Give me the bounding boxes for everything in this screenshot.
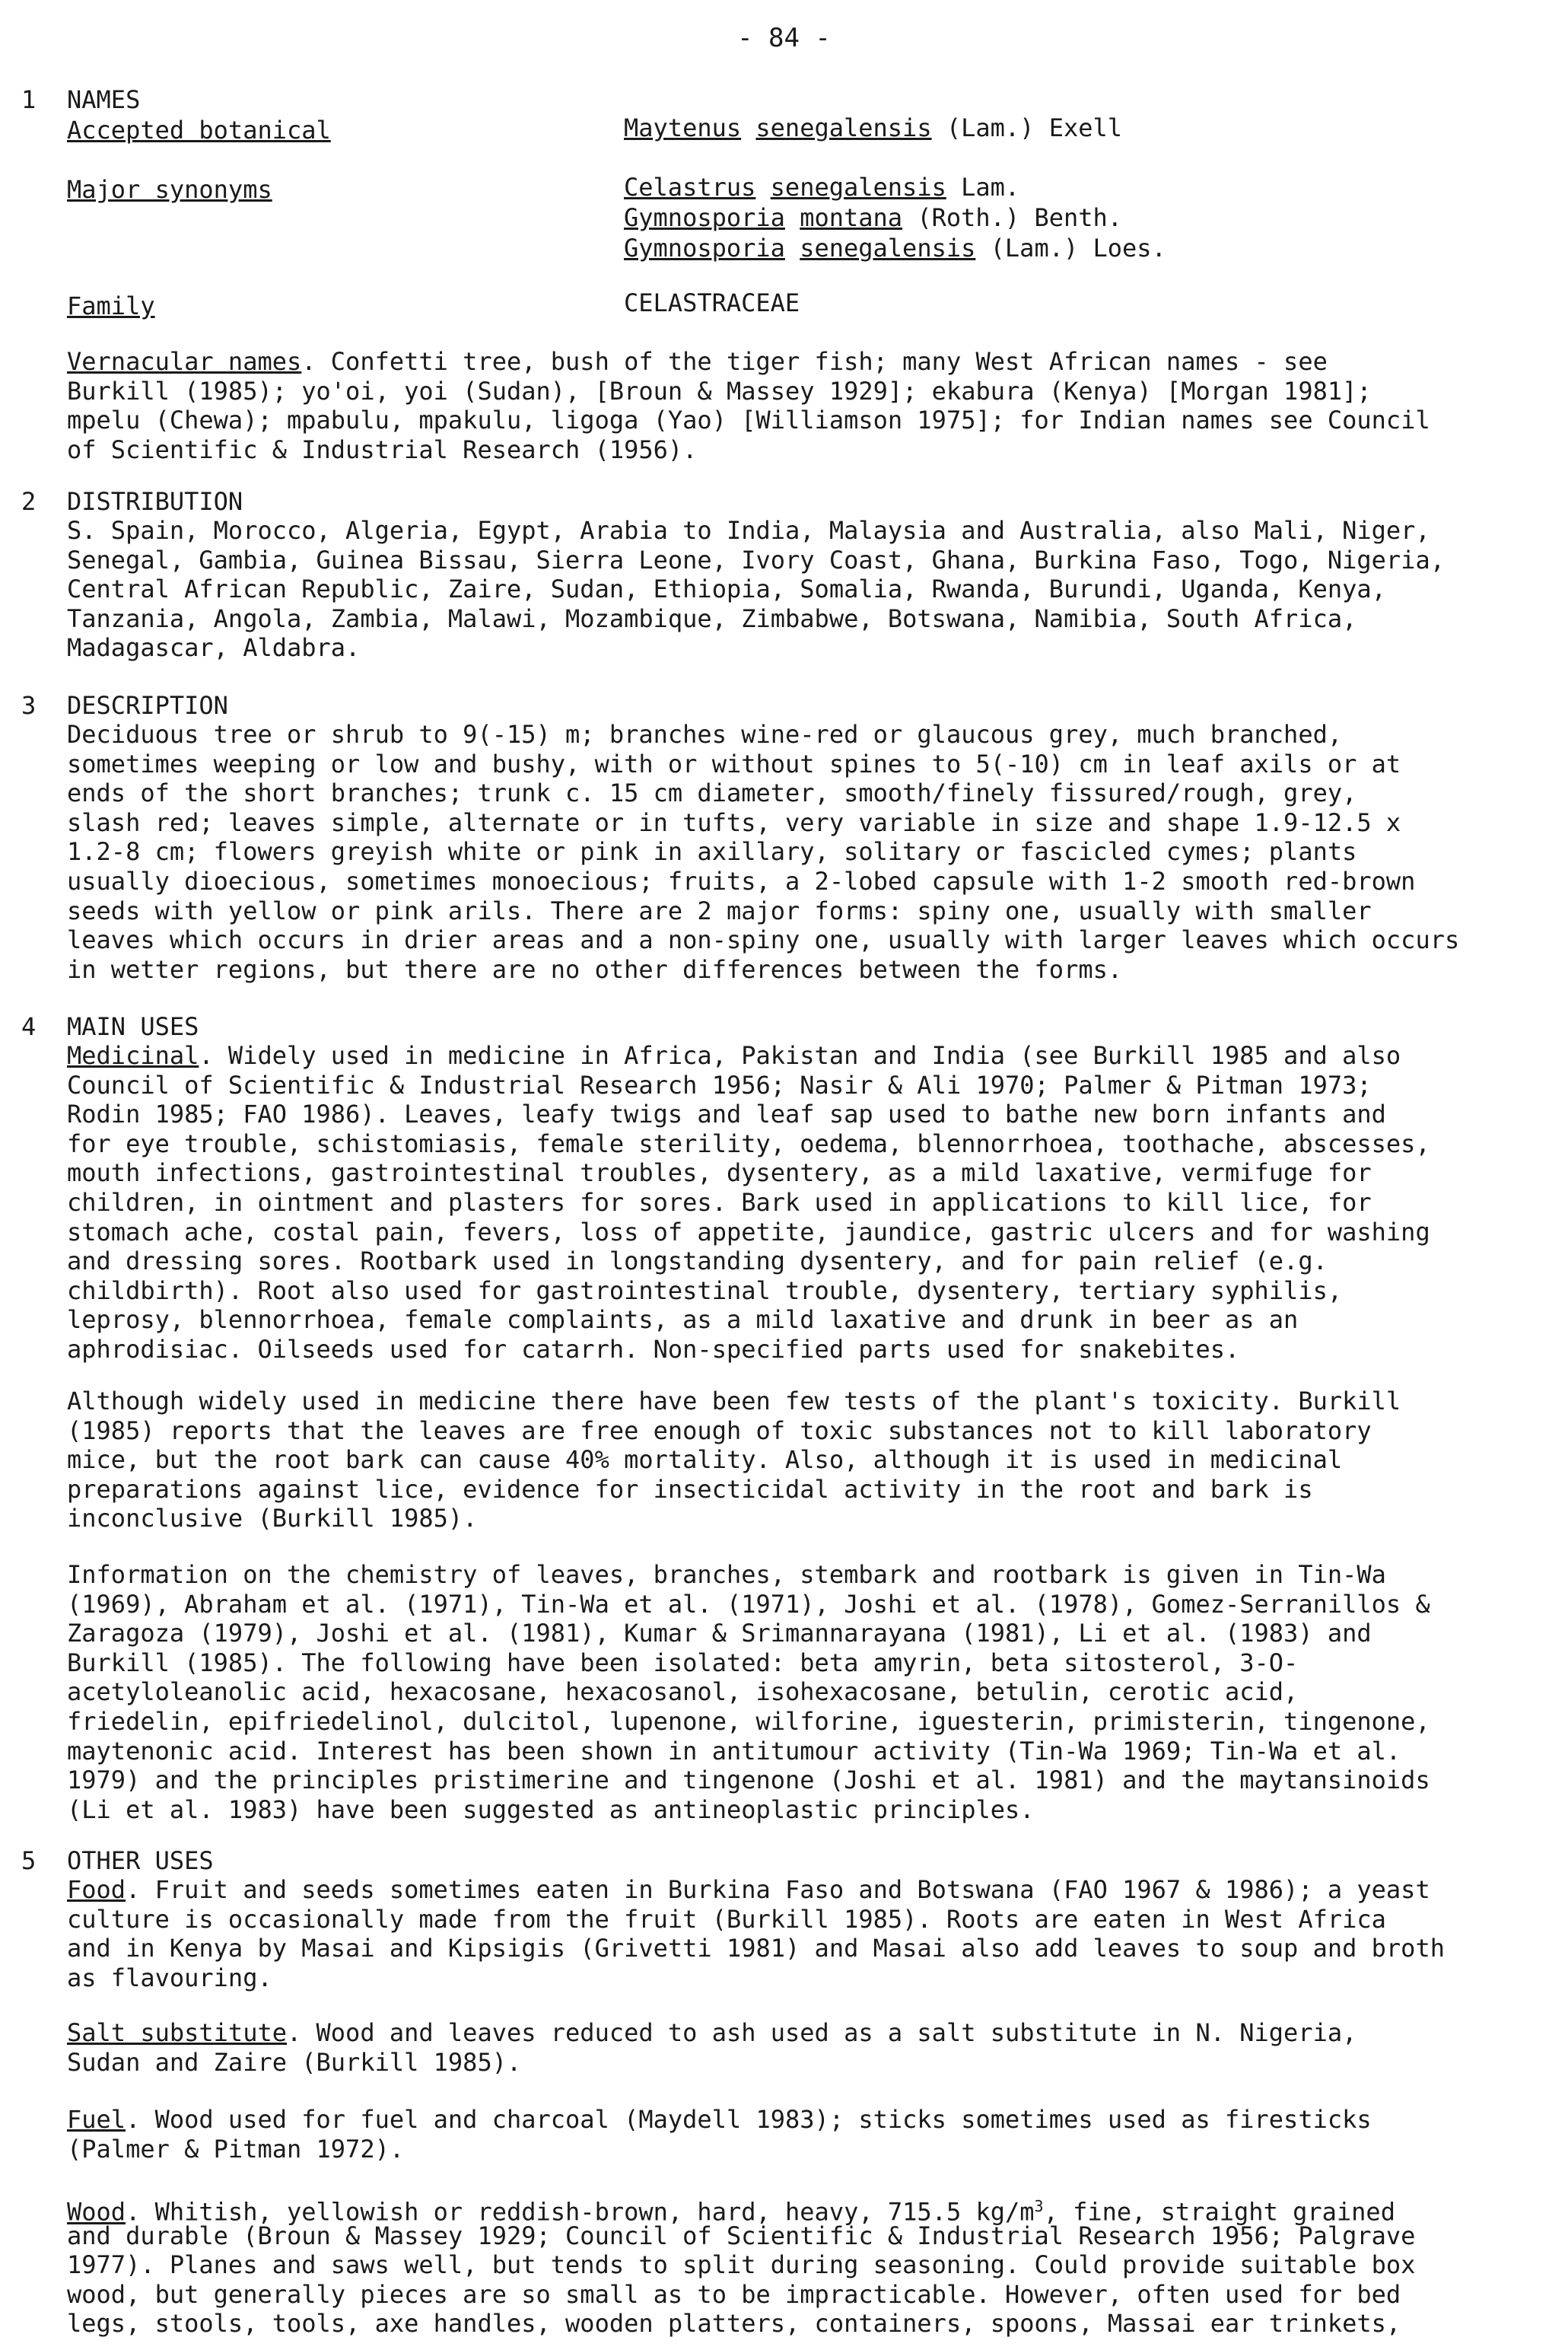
vernacular-names-label: Vernacular names: [67, 347, 302, 376]
section-2-heading: DISTRIBUTION: [67, 487, 243, 516]
section-5-number: 5: [21, 1846, 37, 1875]
major-synonyms-label: Major synonyms: [67, 175, 272, 204]
section-5-heading: OTHER USES: [67, 1846, 214, 1875]
section-2-number: 2: [21, 487, 37, 516]
wood-paragraph: Wood. Whitish, yellowish or reddish-brown, hard, heavy, 715.5 $kg/m^3$, fine, straight grained and durable (Broun & Massey 1929; Council of Scientific & Industrial Research 1956; Palgrave 1977). Planes and saws well, but tends to split during seasoning. Could provide suitable box wood, but generally pieces are so small as to be impracticable. However, often used for bed legs, stools, tools, axe handles, wooden platters, containers, spoons, Massai ear trinkets,: [67, 2197, 1416, 2339]
synonym-2: Gymnosporia montana (Roth.) Benth.: [624, 203, 1123, 232]
vernacular-names-paragraph: Vernacular names. Confetti tree, bush of the tiger fish; many West African names - see Burkill (1985); yo'oi, yoi (Sudan), [Broun & Massey 1929]; ekabura (Kenya) [Morgan 1981]; mpelu (Chewa); mpabulu, mpakulu, ligoga (Yao) [Williamson 1975]; for Indian names see Council of Scientific & Industrial Research (1956).: [67, 347, 1430, 464]
accepted-genus: Maytenus: [624, 113, 742, 142]
page-number: - 84 -: [737, 23, 831, 53]
medicinal-label: Medicinal: [67, 1041, 199, 1070]
description-paragraph: Deciduous tree or shrub to 9(-15) m; branches wine-red or glaucous grey, much branched, sometimes weeping or low and bushy, with or without spines to 5(-10) cm in leaf axils or at ends of the short branches; trunk c. 15 cm diameter, smooth/finely fissured/rough, grey, slash red; leaves simple, alternate or in tufts, very variable in size and shape 1.9-12.5 x 1.2-8 cm; flowers greyish white or pink in axillary, solitary or fascicled cymes; plants usually dioecious, sometimes monoecious; fruits, a 2-lobed capsule with 1-2 smooth red-brown seeds with yellow or pink arils. There are 2 major forms: spiny one, usually with smaller leaves which occurs in drier areas and a non-spiny one, usually with larger leaves which occurs in wetter regions, but there are no other differences between the forms.: [67, 720, 1460, 984]
toxicity-paragraph: Although widely used in medicine there have been few tests of the plant's toxicity. Burkill (1985) reports that the leaves are free enough of toxic substances not to kill laboratory mice, but the root bark can cause 40% mortality. Also, although it is used in medicinal preparations against lice, evidence for insecticidal activity in the root and bark is inconclusive (Burkill 1985).: [67, 1387, 1401, 1533]
salt-substitute-paragraph: Salt substitute. Wood and leaves reduced to ash used as a salt substitute in N. Nigeria, Sudan and Zaire (Burkill 1985).: [67, 2018, 1357, 2077]
accepted-botanical-label: Accepted botanical: [67, 116, 331, 145]
synonym-3: Gymnosporia senegalensis (Lam.) Loes.: [624, 234, 1166, 263]
section-4-heading: MAIN USES: [67, 1012, 199, 1041]
distribution-paragraph: S. Spain, Morocco, Algeria, Egypt, Arabia to India, Malaysia and Australia, also Mali, Niger, Senegal, Gambia, Guinea Bissau, Sierra Leone, Ivory Coast, Ghana, Burkina Faso, Togo, Nigeria, Central African Republic, Zaire, Sudan, Ethiopia, Somalia, Rwanda, Burundi, Uganda, Kenya, Tanzania, Angola, Zambia, Malawi, Mozambique, Zimbabwe, Botswana, Namibia, South Africa, Madagascar, Aldabra.: [67, 516, 1445, 663]
family-value: CELASTRACEAE: [624, 288, 800, 317]
section-1-heading: NAMES: [67, 85, 141, 114]
section-3-heading: DESCRIPTION: [67, 691, 228, 720]
chemistry-paragraph: Information on the chemistry of leaves, branches, stembark and rootbark is given in Tin-Wa (1969), Abraham et al. (1971), Tin-Wa et al. (1971), Joshi et al. (1978), Gomez-Serranillos & Zaragoza (1979), Joshi et al. (1981), Kumar & Srimannarayana (1981), Li et al. (1983) and Burkill (1985). The following have been isolated: beta amyrin, beta sitosterol, 3-O- acetyloleanolic acid, hexacosane, hexacosanol, isohexacosane, betulin, cerotic acid, friedelin, epifriedelinol, dulcitol, lupenone, wilforine, iguesterin, primisterin, tingenone, maytenonic acid. Interest has been shown in antitumour activity (Tin-Wa 1969; Tin-Wa et al. 1979) and the principles pristimerine and tingenone (Joshi et al. 1981) and the maytansinoids (Li et al. 1983) have been suggested as antineoplastic principles.: [67, 1560, 1430, 1824]
synonym-1: Celastrus senegalensis Lam.: [624, 173, 1020, 202]
family-label: Family: [67, 291, 155, 320]
section-4-number: 4: [21, 1012, 37, 1041]
medicinal-paragraph: Medicinal. Widely used in medicine in Africa, Pakistan and India (see Burkill 1985 and also Council of Scientific & Industrial Research 1956; Nasir & Ali 1970; Palmer & Pitman 1973; Rodin 1985; FAO 1986). Leaves, leafy twigs and leaf sap used to bathe new born infants and for eye trouble, schistomiasis, female sterility, oedema, blennorrhoea, toothache, abscesses, mouth infections, gastrointestinal troubles, dysentery, as a mild laxative, vermifuge for children, in ointment and plasters for sores. Bark used in applications to kill lice, for stomach ache, costal pain, fevers, loss of appetite, jaundice, gastric ulcers and for washing and dressing sores. Rootbark used in longstanding dysentery, and for pain relief (e.g. childbirth). Root also used for gastrointestinal trouble, dysentery, tertiary syphilis, leprosy, blennorrhoea, female complaints, as a mild laxative and drunk in beer as an aphrodisiac. Oilseeds used for catarrh. Non-specified parts used for snakebites.: [67, 1041, 1430, 1364]
fuel-label: Fuel: [67, 2105, 126, 2134]
accepted-name: [624, 113, 1122, 143]
food-label: Food: [67, 1875, 126, 1904]
section-1-number: 1: [21, 85, 37, 114]
salt-substitute-label: Salt substitute: [67, 2018, 287, 2047]
wood-label: Wood: [67, 2197, 126, 2227]
synonym-list: [624, 172, 1166, 263]
fuel-paragraph: Fuel. Wood used for fuel and charcoal (Maydell 1983); sticks sometimes used as firesticks (Palmer & Pitman 1972).: [67, 2105, 1372, 2164]
accepted-species: senegalensis: [755, 113, 932, 142]
food-paragraph: Food. Fruit and seeds sometimes eaten in Burkina Faso and Botswana (FAO 1967 & 1986); a yeast culture is occasionally made from the fruit (Burkill 1985). Roots are eaten in West Africa and in Kenya by Masai and Kipsigis (Grivetti 1981) and Masai also add leaves to soup and broth as flavouring.: [67, 1875, 1445, 1992]
accepted-author: (Lam.) Exell: [946, 113, 1123, 142]
section-3-number: 3: [21, 691, 37, 720]
